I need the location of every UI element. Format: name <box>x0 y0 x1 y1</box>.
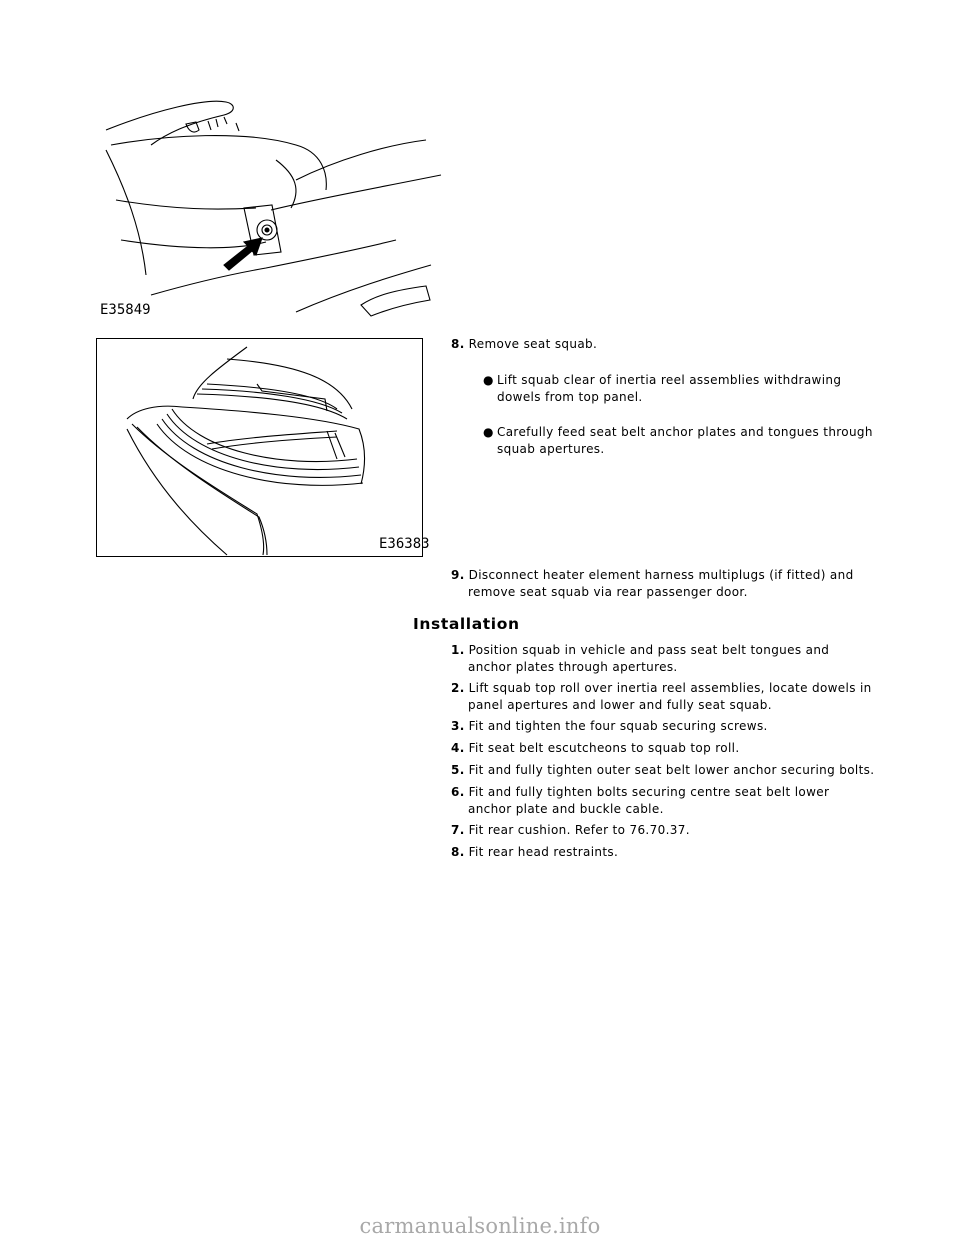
installation-step <box>451 718 768 735</box>
bullet-icon: ● <box>483 373 494 387</box>
removal-step-8 <box>451 336 597 353</box>
installation-step <box>451 822 690 839</box>
step-number: 2. <box>451 681 465 695</box>
step-number: 6. <box>451 785 465 799</box>
step-text: Fit and fully tighten bolts securing centre seat belt lower <box>468 785 830 799</box>
step-number: 9. <box>451 568 465 582</box>
step-text: Fit seat belt escutcheons to squab top roll. <box>468 741 740 755</box>
step-number: 8. <box>451 337 465 351</box>
installation-step <box>451 784 829 818</box>
step-number: 3. <box>451 719 465 733</box>
step-number: 5. <box>451 763 465 777</box>
bullet-item <box>483 372 842 406</box>
step-text: Fit and fully tighten outer seat belt lower anchor securing bolts. <box>468 763 875 777</box>
bullet-line: Carefully feed seat belt anchor plates and tongues through <box>497 425 873 439</box>
step-text: Position squab in vehicle and pass seat belt tongues and <box>468 643 830 657</box>
installation-step <box>451 740 740 757</box>
installation-step <box>451 844 618 861</box>
bullet-line: dowels from top panel. <box>497 390 643 404</box>
step-text: Fit rear head restraints. <box>468 845 619 859</box>
installation-step <box>451 762 874 779</box>
bullet-icon: ● <box>483 425 494 439</box>
step-text: Fit rear cushion. Refer to 76.70.37. <box>468 823 690 837</box>
step-number: 8. <box>451 845 465 859</box>
figure-label: E36383 <box>379 536 430 552</box>
step-text: remove seat squab via rear passenger door. <box>468 585 748 599</box>
bullet-item <box>483 424 873 458</box>
step-text: Disconnect heater element harness multiplugs (if fitted) and <box>468 568 854 582</box>
step-number: 4. <box>451 741 465 755</box>
figure-hand-squab-screw <box>96 90 446 322</box>
step-text: anchor plates through apertures. <box>468 660 678 674</box>
step-text: Remove seat squab. <box>468 337 598 351</box>
removal-step-9 <box>451 567 854 601</box>
installation-step <box>451 680 872 714</box>
step-text: Fit and tighten the four squab securing screws. <box>468 719 768 733</box>
step-number: 7. <box>451 823 465 837</box>
footer-watermark: carmanualsonline.info <box>359 1214 601 1238</box>
step-text: Lift squab top roll over inertia reel assemblies, locate dowels in <box>468 681 872 695</box>
figure-label: E35849 <box>100 302 151 318</box>
installation-step <box>451 642 829 676</box>
step-text: panel apertures and lower and fully seat squab. <box>468 698 772 712</box>
section-heading-installation: Installation <box>413 615 520 633</box>
figure-squab-removal <box>96 338 430 557</box>
step-number: 1. <box>451 643 465 657</box>
step-text: anchor plate and buckle cable. <box>468 802 664 816</box>
bullet-line: squab apertures. <box>497 442 605 456</box>
bullet-line: Lift squab clear of inertia reel assemblies withdrawing <box>497 373 842 387</box>
